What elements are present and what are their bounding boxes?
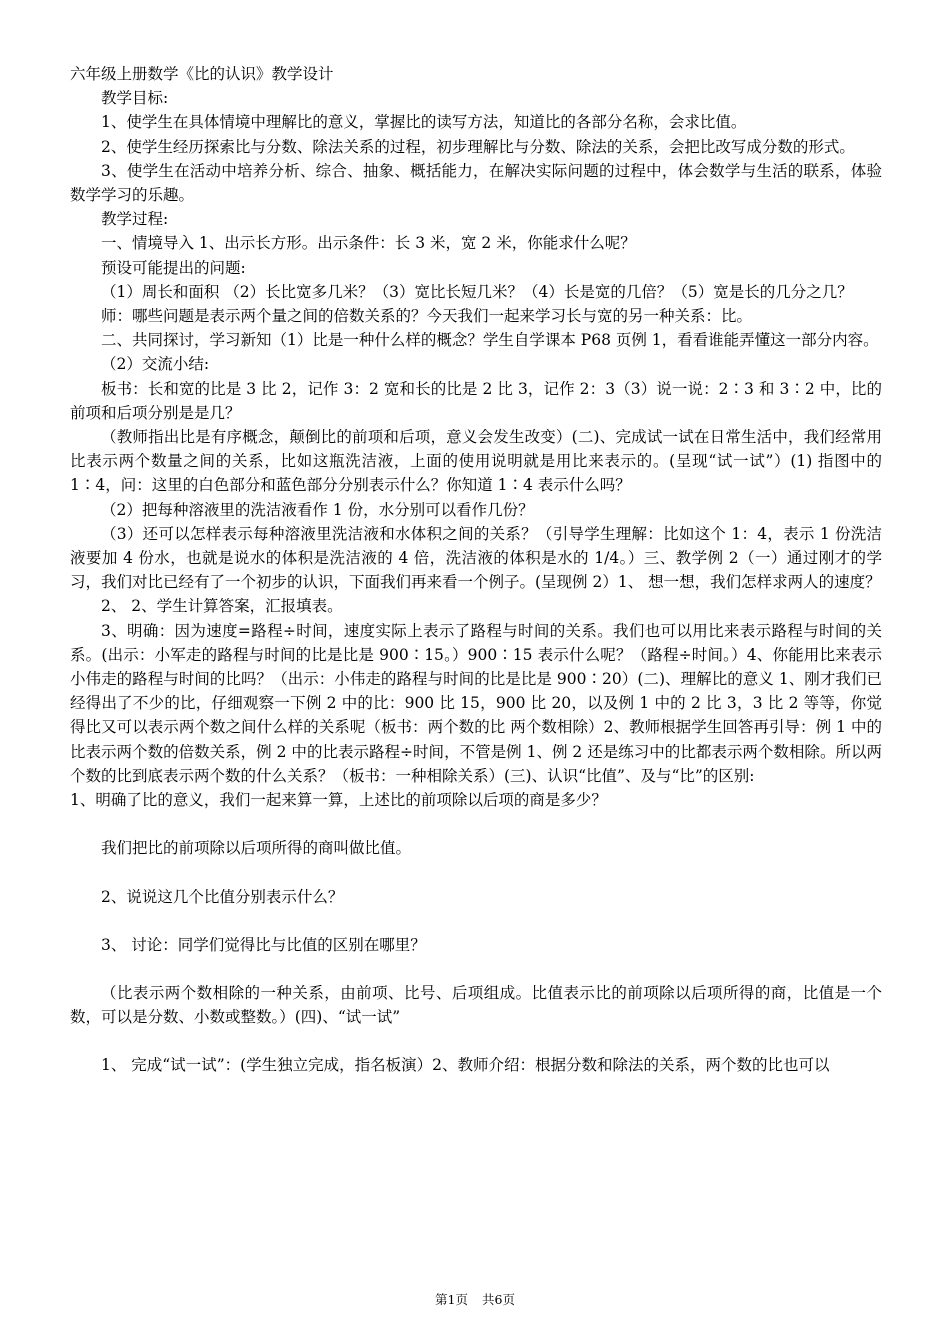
paragraph-situation-intro: 一、情境导入 1、出示长方形。出示条件：长 3 米，宽 2 米，你能求什么呢？ [101,234,636,253]
document-body [70,62,882,1078]
paragraph-ordered-concept: （教师指出比是有序概念，颠倒比的前项和后项，意义会发生改变）(二)、完成试一试在日常生活中，我们经常用比表示两个数量之间的关系，比如这瓶洗洁液，上面的使用说明就是用比来表示的。(呈现“试一试”）(1) 指图中的 1∶4，问：这里的白色部分和蓝色部分分别表示什么？你知道 1∶4 表示什么吗？ [70,428,882,495]
paragraph-exchange-summary: （2）交流小结: [101,355,210,374]
paragraph-try-it: 1、 完成“试一试”：(学生独立完成，指名板演）2、教师介绍：根据分数和除法的关系，两个数的比也可以 [101,1056,830,1075]
paragraph-solution-parts: （2）把每种溶液里的洗洁液看作 1 份，水分别可以看作几份？ [101,500,534,519]
paragraph-clarify-speed: 3、明确：因为速度=路程÷时间，速度实际上表示了路程与时间的关系。我们也可以用比来表示路程与时间的关系。(出示：小军走的路程与时间的比是比是 900∶15。）900∶15 表示什么呢？（路程÷时间。）4、你能用比来表示小伟走的路程与时间的比吗？（出示：小伟走的路程与时间的比是比是 900∶20）(二)、理解比的意义 1、刚才我们已经得出了不少的比，仔细观察一下例 2 中的比：900 比 15，900 比 20，以及例 1 中的 2 比 3，3 比 2 等等，你觉得比又可以表示两个数之间什么样的关系呢（板书：两个数的比 两个数相除）2、教师根据学生回答再引导：例 1 中的比表示两个数的倍数关系，例 2 中的比表示路程÷时间，不管是例 1、例 2 还是练习中的比都表示两个数相除。所以两个数的比到底表示两个数的什么关系？（板书：一种相除关系）(三)、认识“比值”、及与“比”的区别: [70,621,882,785]
paragraph-preset-questions-heading: 预设可能提出的问题: [101,258,246,277]
paragraph-discussion: 3、 讨论：同学们觉得比与比值的区别在哪里？ [101,935,426,954]
paragraph-ratio-value-calc: 1、明确了比的意义，我们一起来算一算，上述比的前项除以后项的商是多少？ [70,791,607,810]
paragraph-teaching-process-heading: 教学过程: [101,210,169,229]
document-title: 六年级上册数学《比的认识》教学设计 [70,65,334,83]
paragraph-volume-relation: （3）还可以怎样表示每种溶液里洗洁液和水体积之间的关系？（引导学生理解：比如这个 1：4，表示 1 份洗洁液要加 4 份水，也就是说水的体积是洗洁液的 4 倍，洗洁液的体积是水的 1/4。）三、教学例 2（一）通过刚才的学习，我们对比已经有了一个初步的认识，下面我们再来看一个例子。(呈现例 2）1、 想一想，我们怎样求两人的速度？ [70,524,882,592]
paragraph-ratio-value-meaning: 2、说说这几个比值分别表示什么？ [101,887,344,906]
page-total: 共6页 [482,1292,515,1307]
paragraph-goal-2: 2、使学生经历探索比与分数、除法关系的过程，初步理解比与分数、除法的关系，会把比改写成分数的形式。 [101,137,855,156]
paragraph-explore-new-knowledge: 二、共同探讨，学习新知（1）比是一种什么样的概念？学生自学课本 P68 页例 1，看看谁能弄懂这一部分内容。 [101,331,879,350]
paragraph-teacher-question: 师：哪些问题是表示两个量之间的倍数关系的？今天我们一起来学习长与宽的另一种关系：比。 [101,307,753,326]
paragraph-student-calculation: 2、 2、学生计算答案，汇报填表。 [101,597,343,616]
paragraph-goal-1: 1、使学生在具体情境中理解比的意义，掌握比的读写方法，知道比的各部分名称，会求比值。 [101,113,747,132]
paragraph-preset-questions: （1）周长和面积 （2）长比宽多几米？（3）宽比长短几米？（4）长是宽的几倍？（5）宽是长的几分之几？ [101,282,853,301]
page-number: 第1页 [435,1292,468,1307]
paragraph-teaching-goals-heading: 教学目标: [101,89,169,108]
paragraph-board-writing: 板书：长和宽的比是 3 比 2，记作 3：2 宽和长的比是 2 比 3，记作 2：3（3）说一说：2∶3 和 3∶2 中，比的前项和后项分别是是几？ [70,379,882,422]
paragraph-goal-3: 3、使学生在活动中培养分析、综合、抽象、概括能力，在解决实际问题的过程中，体会数学与生活的联系，体验数学学习的乐趣。 [70,161,882,205]
paragraph-ratio-value-definition: 我们把比的前项除以后项所得的商叫做比值。 [101,839,412,858]
page-footer [0,1290,950,1308]
paragraph-ratio-vs-value: （比表示两个数相除的一种关系，由前项、比号、后项组成。比值表示比的前项除以后项所得的商，比值是一个数，可以是分数、小数或整数。）(四)、“试一试” [70,983,882,1027]
